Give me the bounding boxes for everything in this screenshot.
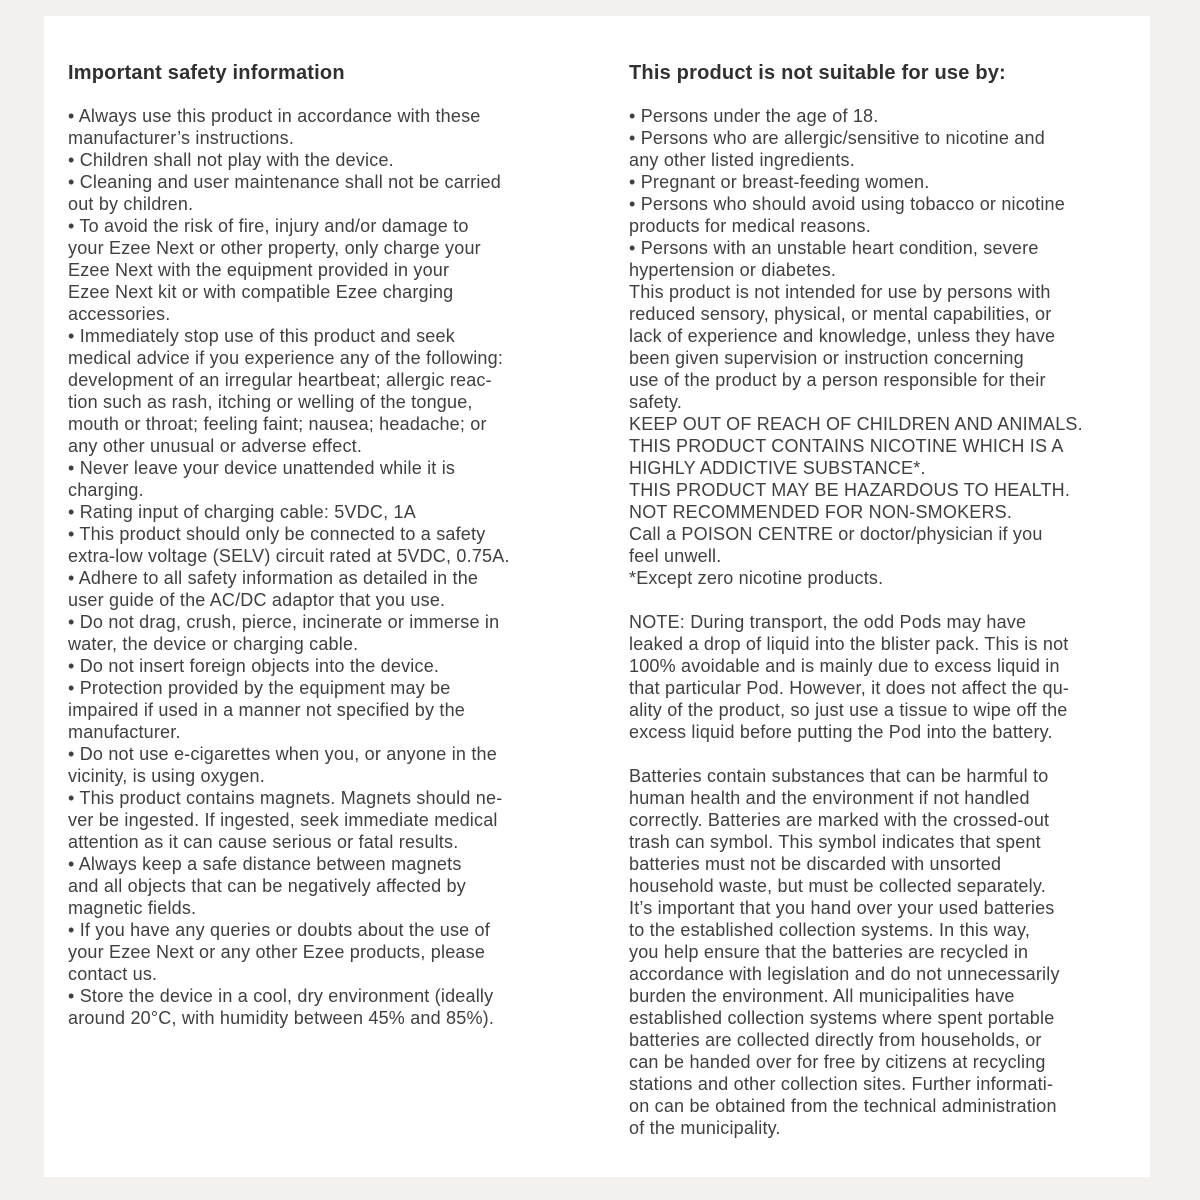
text-line: stations and other collection sites. Further informati-: [629, 1074, 1054, 1094]
text-line: tion such as rash, itching or welling of the tongue,: [68, 392, 473, 412]
text-line: HIGHLY ADDICTIVE SUBSTANCE*.: [629, 458, 926, 478]
text-line: ver be ingested. If ingested, seek immediate medical: [68, 810, 498, 830]
text-line: • If you have any queries or doubts about the use of: [68, 920, 490, 940]
text-line: ality of the product, so just use a tissue to wipe off the: [629, 700, 1068, 720]
right-column-heading: This product is not suitable for use by:: [629, 62, 1006, 84]
text-line: NOTE: During transport, the odd Pods may have: [629, 612, 1027, 632]
text-line: • Persons with an unstable heart condition, severe: [629, 238, 1039, 258]
text-line: [629, 589, 1149, 611]
text-line: Call a POISON CENTRE or doctor/physician if you: [629, 524, 1043, 544]
text-line: feel unwell.: [629, 546, 722, 566]
text-line: THIS PRODUCT CONTAINS NICOTINE WHICH IS A: [629, 436, 1064, 456]
text-line: • Cleaning and user maintenance shall not be carried: [68, 172, 501, 192]
text-line: out by children.: [68, 194, 194, 214]
left-column-text: [68, 105, 629, 1029]
text-line: that particular Pod. However, it does not affect the qu-: [629, 678, 1070, 698]
safety-info-card: [44, 16, 1150, 1177]
text-line: • Always keep a safe distance between magnets: [68, 854, 462, 874]
text-line: Ezee Next kit or with compatible Ezee charging: [68, 282, 454, 302]
text-line: • Pregnant or breast-feeding women.: [629, 172, 930, 192]
text-line: development of an irregular heartbeat; allergic reac-: [68, 370, 492, 390]
text-line: your Ezee Next or any other Ezee products, please: [68, 942, 486, 962]
text-line: accessories.: [68, 304, 171, 324]
text-line: around 20°C, with humidity between 45% and 85%).: [68, 1008, 495, 1028]
text-line: Batteries contain substances that can be harmful to: [629, 766, 1049, 786]
text-line: products for medical reasons.: [629, 216, 871, 236]
two-column-layout: [44, 16, 1150, 1139]
text-line: • Always use this product in accordance with these: [68, 106, 481, 126]
text-line: excess liquid before putting the Pod into the battery.: [629, 722, 1053, 742]
text-line: • Persons who are allergic/sensitive to nicotine and: [629, 128, 1045, 148]
text-line: KEEP OUT OF REACH OF CHILDREN AND ANIMALS.: [629, 414, 1083, 434]
text-line: manufacturer’s instructions.: [68, 128, 295, 148]
text-line: • Immediately stop use of this product and seek: [68, 326, 455, 346]
text-line: user guide of the AC/DC adaptor that you use.: [68, 590, 446, 610]
text-line: can be handed over for free by citizens at recycling: [629, 1052, 1046, 1072]
text-line: burden the environment. All municipalities have: [629, 986, 1015, 1006]
text-line: [629, 743, 1149, 765]
text-line: to the established collection systems. In this way,: [629, 920, 1031, 940]
text-line: accordance with legislation and do not unnecessarily: [629, 964, 1060, 984]
text-line: • Do not insert foreign objects into the device.: [68, 656, 440, 676]
text-line: This product is not intended for use by persons with: [629, 282, 1051, 302]
text-line: your Ezee Next or other property, only charge your: [68, 238, 481, 258]
text-line: leaked a drop of liquid into the blister pack. This is not: [629, 634, 1069, 654]
text-line: • This product contains magnets. Magnets should ne-: [68, 788, 503, 808]
text-line: THIS PRODUCT MAY BE HAZARDOUS TO HEALTH.: [629, 480, 1071, 500]
text-line: hypertension or diabetes.: [629, 260, 837, 280]
text-line: 100% avoidable and is mainly due to excess liquid in: [629, 656, 1060, 676]
text-line: on can be obtained from the technical administration: [629, 1096, 1057, 1116]
text-line: impaired if used in a manner not specified by the: [68, 700, 466, 720]
text-line: been given supervision or instruction concerning: [629, 348, 1024, 368]
text-line: Ezee Next with the equipment provided in your: [68, 260, 450, 280]
text-line: • Never leave your device unattended while it is: [68, 458, 456, 478]
text-line: • Store the device in a cool, dry environment (ideally: [68, 986, 494, 1006]
text-line: batteries are collected directly from households, or: [629, 1030, 1042, 1050]
text-line: attention as it can cause serious or fatal results.: [68, 832, 459, 852]
text-line: • Persons who should avoid using tobacco or nicotine: [629, 194, 1065, 214]
text-line: • Do not drag, crush, pierce, incinerate or immerse in: [68, 612, 500, 632]
text-line: vicinity, is using oxygen.: [68, 766, 265, 786]
text-line: water, the device or charging cable.: [68, 634, 359, 654]
text-line: household waste, but must be collected separately.: [629, 876, 1046, 896]
text-line: reduced sensory, physical, or mental capabilities, or: [629, 304, 1052, 324]
text-line: contact us.: [68, 964, 158, 984]
text-line: • Adhere to all safety information as detailed in the: [68, 568, 479, 588]
text-line: human health and the environment if not handled: [629, 788, 1030, 808]
text-line: extra-low voltage (SELV) circuit rated at 5VDC, 0.75A.: [68, 546, 510, 566]
text-line: NOT RECOMMENDED FOR NON-SMOKERS.: [629, 502, 1013, 522]
text-line: magnetic fields.: [68, 898, 197, 918]
text-line: any other listed ingredients.: [629, 150, 855, 170]
text-line: safety.: [629, 392, 683, 412]
text-line: • Protection provided by the equipment may be: [68, 678, 451, 698]
left-column-heading: Important safety information: [68, 62, 345, 84]
left-column: [68, 61, 629, 1139]
text-line: correctly. Batteries are marked with the crossed-out: [629, 810, 1050, 830]
text-line: • Children shall not play with the device.: [68, 150, 394, 170]
text-line: • Do not use e-cigarettes when you, or anyone in the: [68, 744, 497, 764]
text-line: any other unusual or adverse effect.: [68, 436, 363, 456]
text-line: you help ensure that the batteries are recycled in: [629, 942, 1029, 962]
text-line: mouth or throat; feeling faint; nausea; headache; or: [68, 414, 487, 434]
text-line: • Rating input of charging cable: 5VDC, 1A: [68, 502, 416, 522]
text-line: of the municipality.: [629, 1118, 781, 1138]
text-line: charging.: [68, 480, 144, 500]
text-line: • Persons under the age of 18.: [629, 106, 879, 126]
text-line: trash can symbol. This symbol indicates that spent: [629, 832, 1041, 852]
text-line: established collection systems where spent portable: [629, 1008, 1055, 1028]
text-line: medical advice if you experience any of the following:: [68, 348, 504, 368]
right-column: [629, 61, 1149, 1139]
text-line: and all objects that can be negatively affected by: [68, 876, 466, 896]
text-line: lack of experience and knowledge, unless they have: [629, 326, 1056, 346]
text-line: manufacturer.: [68, 722, 181, 742]
text-line: use of the product by a person responsible for their: [629, 370, 1046, 390]
right-column-text: [629, 105, 1149, 1139]
text-line: batteries must not be discarded with unsorted: [629, 854, 1002, 874]
text-line: • To avoid the risk of fire, injury and/or damage to: [68, 216, 469, 236]
text-line: • This product should only be connected to a safety: [68, 524, 486, 544]
text-line: It’s important that you hand over your used batteries: [629, 898, 1055, 918]
text-line: *Except zero nicotine products.: [629, 568, 884, 588]
